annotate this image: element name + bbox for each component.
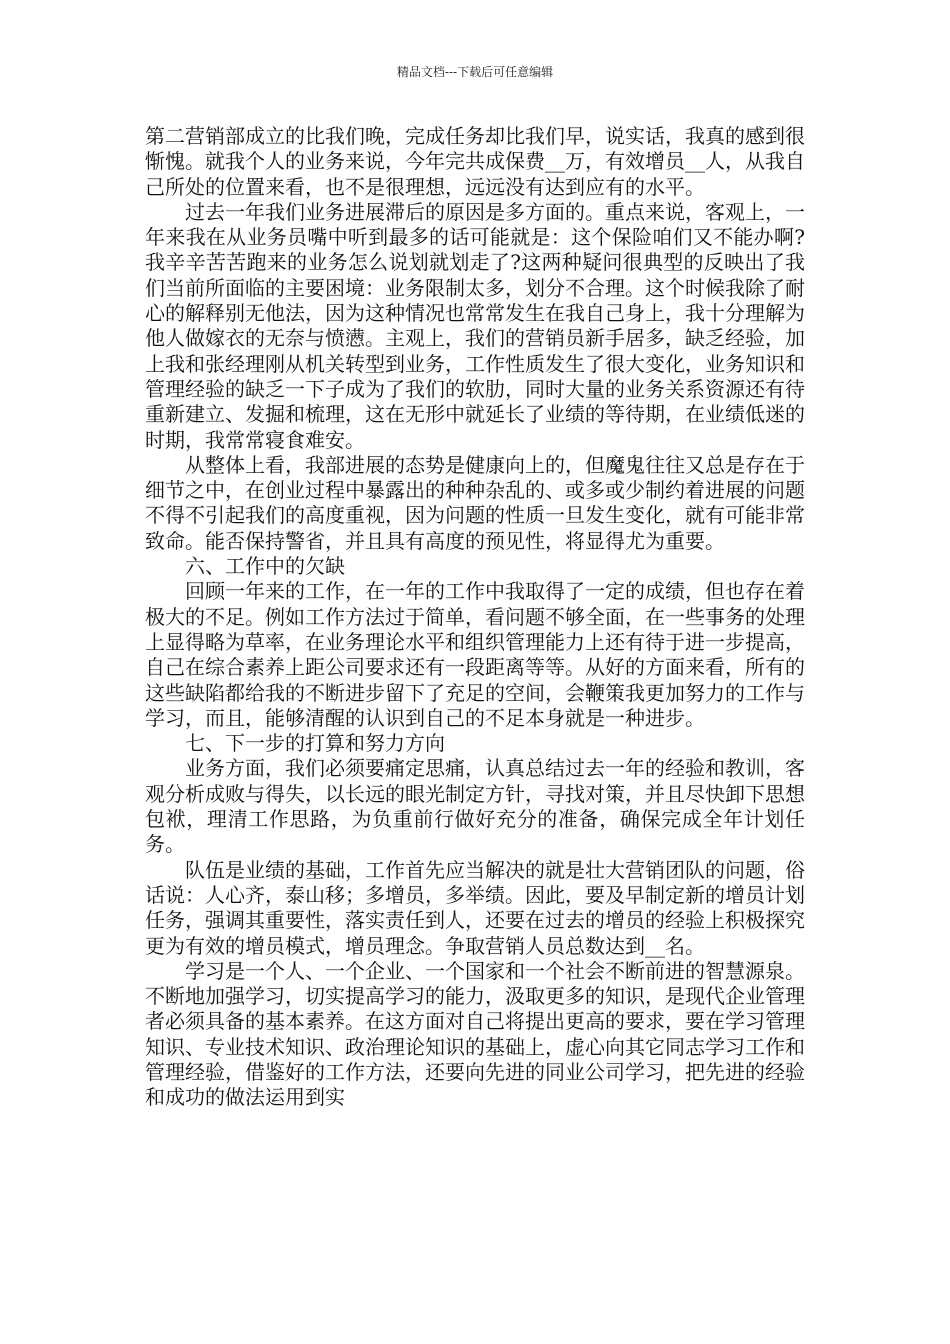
paragraph-business: 业务方面，我们必须要痛定思痛，认真总结过去一年的经验和教训，客观分析成败与得失，以长远的眼光制定方针，寻找对策，并且尽快卸下思想包袱，理清工作思路，为负重前行做好充分的准备，确保完成全年计划任务。 [145, 756, 805, 857]
paragraph-reasons: 过去一年我们业务进展滞后的原因是多方面的。重点来说，客观上，一年来我在从业务员嘴中听到最多的话可能就是：这个保险咱们又不能办啊?我辛辛苦苦跑来的业务怎么说划就划走了?这两种疑问很典型的反映出了我们当前所面临的主要困境：业务限制太多，划分不合理。这个时候我除了耐心的解释别无他法，因为这种情况也常常发生在我自己身上，我十分理解为他人做嫁衣的无奈与愤懑。主观上，我们的营销员新手居多，缺乏经验，加上我和张经理刚从机关转型到业务，工作性质发生了很大变化，业务知识和管理经验的缺乏一下子成为了我们的软肋，同时大量的业务关系资源还有待重新建立、发掘和梳理，这在无形中就延长了业绩的等待期，在业绩低迷的时期，我常常寝食难安。 [145, 199, 805, 452]
paragraph-learning: 学习是一个人、一个企业、一个国家和一个社会不断前进的智慧源泉。不断地加强学习，切实提高学习的能力，汲取更多的知识，是现代企业管理者必须具备的基本素养。在这方面对自己将提出更高的要求，要在学习管理知识、专业技术知识、政治理论知识的基础上，虚心向其它同志学习工作和管理经验，借鉴好的工作方法，还要向先进的同业公司学习，把先进的经验和成功的做法运用到实 [145, 958, 805, 1110]
section-heading-shortcomings: 六、工作中的欠缺 [185, 554, 345, 579]
section-heading-next-steps: 七、下一步的打算和努力方向 [185, 731, 445, 756]
page-header: 精品文档---下载后可任意编辑 [396, 65, 554, 79]
paragraph-team: 队伍是业绩的基础，工作首先应当解决的就是壮大营销团队的问题，俗话说：人心齐，泰山移；多增员，多举绩。因此，要及早制定新的增员计划任务，强调其重要性，落实责任到人，还要在过去的增员的经验上积极探究更为有效的增员模式，增员理念。争取营销人员总数达到__名。 [145, 857, 805, 958]
paragraph-overall: 从整体上看，我部进展的态势是健康向上的，但魔鬼往往又总是存在于细节之中，在创业过程中暴露出的种种杂乱的、或多或少制约着进展的问题不得不引起我们的高度重视，因为问题的性质一旦发生变化，就有可能非常致命。能否保持警省，并且具有高度的预见性，将显得尤为重要。 [145, 452, 805, 553]
paragraph-review: 回顾一年来的工作，在一年的工作中我取得了一定的成绩，但也存在着极大的不足。例如工作方法过于简单，看问题不够全面，在一些事务的处理上显得略为草率，在业务理论水平和组织管理能力上还有待于进一步提高，自己在综合素养上距公司要求还有一段距离等等。从好的方面来看，所有的这些缺陷都给我的不断进步留下了充足的空间，会鞭策我更加努力的工作与学习，而且，能够清醒的认识到自己的不足本身就是一种进步。 [145, 579, 805, 730]
paragraph-intro: 第二营销部成立的比我们晚，完成任务却比我们早，说实话，我真的感到很惭愧。就我个人的业务来说，今年完共成保费__万，有效增员__人，从我自己所处的位置来看，也不是很理想，远远没有达到应有的水平。 [145, 124, 805, 199]
document-body [145, 124, 805, 1111]
